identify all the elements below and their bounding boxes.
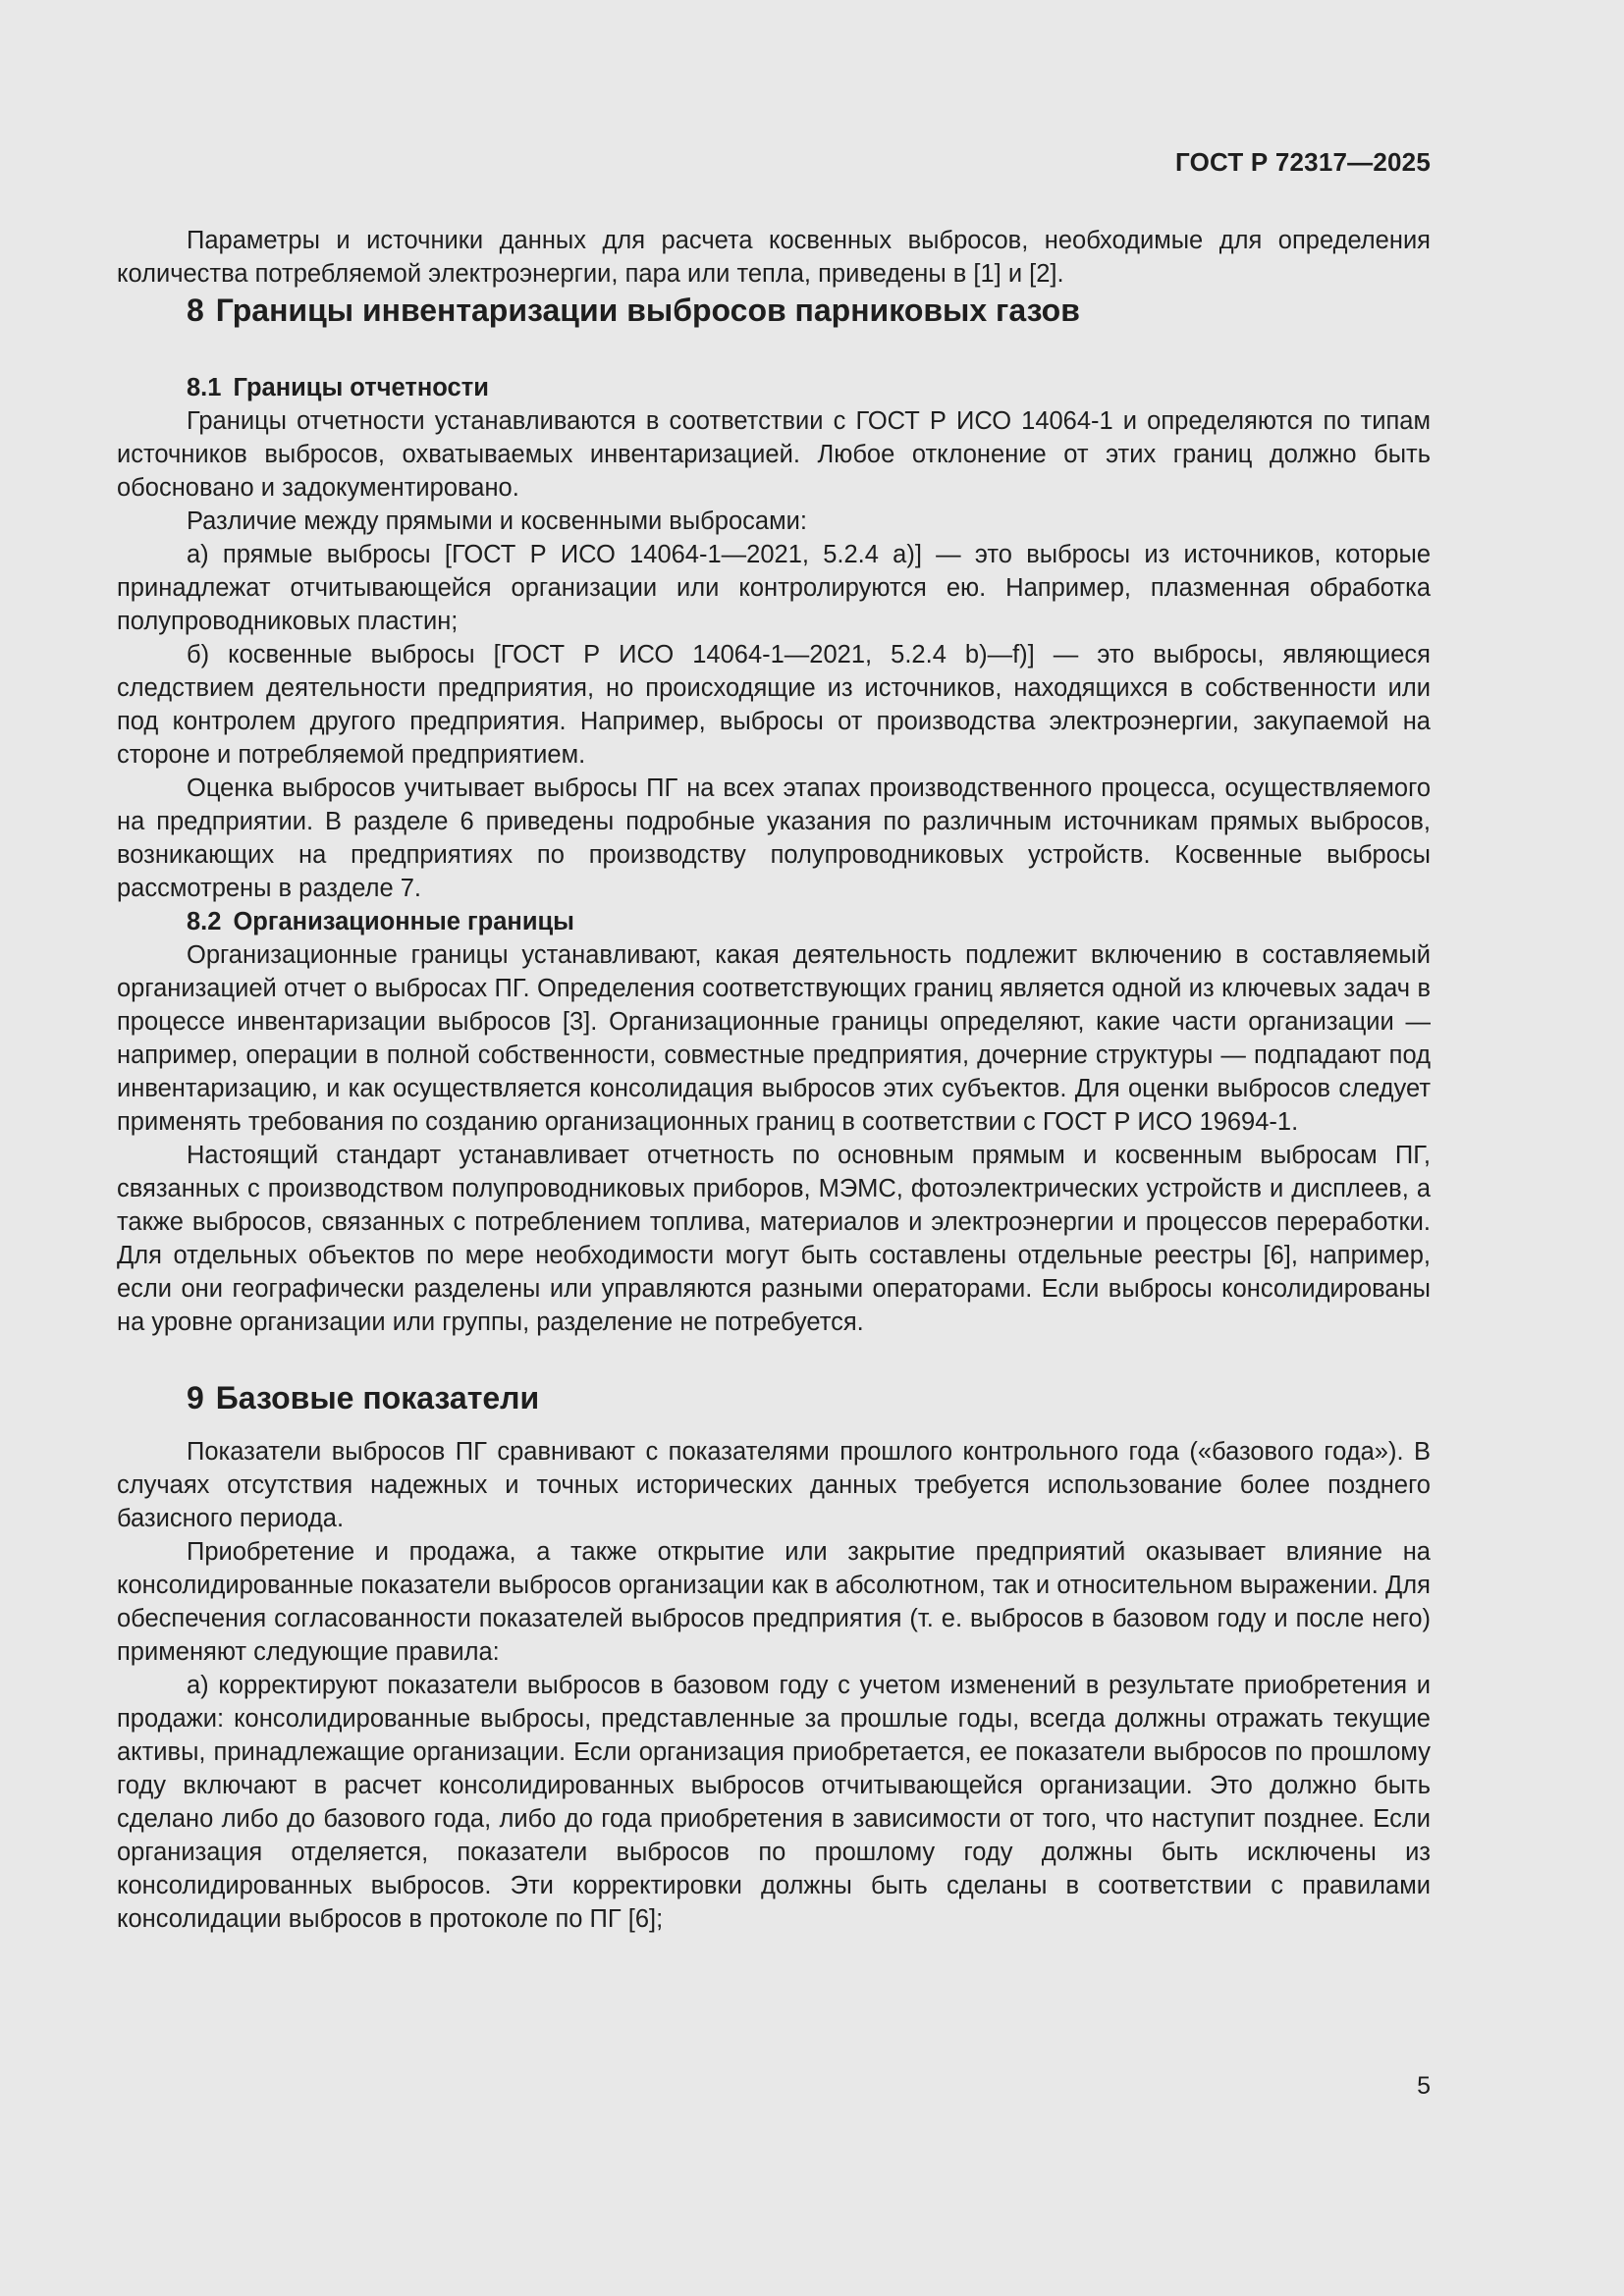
list-item: б) косвенные выбросы [ГОСТ Р ИСО 14064-1—2021, 5.2.4 b)—f)] — это выбросы, являющиеся следствием деятельности предприятия, но происходящие из источников, находящихся в собственности или под контролем другого предприятия. Например, выбросы от производства электроэнергии, закупаемой на стороне и потребляемой предприятием. bbox=[117, 641, 1431, 769]
intro-paragraph: Параметры и источники данных для расчета косвенных выбросов, необходимые для определения количества потребляемой электроэнергии, пара или тепла, приведены в [1] и [2]. bbox=[117, 227, 1431, 288]
document-code: ГОСТ Р 72317—2025 bbox=[1175, 147, 1431, 177]
section-9-title: Базовые показатели bbox=[215, 1380, 540, 1415]
paragraph: Организационные границы устанавливают, какая деятельность подлежит включению в составляемый организацией отчет о выбросах ПГ. Определения соответствующих границ является одной из ключевых задач в процессе инвентаризации выбросов [3]. Организационные границы определяют, какие части организации — например, операции в полной собственности, совместные предприятия, дочерние структуры — подпадают под инвентаризацию, и как осуществляется консолидация выбросов этих субъектов. Для оценки выбросов следует применять требования по созданию организационных границ в соответствии с ГОСТ Р ИСО 19694-1. bbox=[117, 941, 1431, 1136]
section-9-number: 9 bbox=[187, 1380, 204, 1415]
subsection-8-1-heading bbox=[117, 371, 1431, 404]
section-8-heading bbox=[117, 291, 1431, 330]
subsection-8-1-number: 8.1 bbox=[187, 374, 222, 401]
paragraph: Границы отчетности устанавливаются в соответствии с ГОСТ Р ИСО 14064-1 и определяются по типам источников выбросов, охватываемых инвентаризацией. Любое отклонение от этих границ должно быть обосновано и задокументировано. bbox=[117, 407, 1431, 502]
paragraph: Показатели выбросов ПГ сравнивают с показателями прошлого контрольного года («базового года»). В случаях отсутствия надежных и точных исторических данных требуется использование более позднего базисного периода. bbox=[117, 1438, 1431, 1532]
subsection-8-2-heading bbox=[117, 905, 1431, 938]
section-9-heading bbox=[117, 1378, 1431, 1417]
paragraph: Оценка выбросов учитывает выбросы ПГ на всех этапах производственного процесса, осуществляемого на предприятии. В разделе 6 приведены подробные указания по различным источникам прямых выбросов, возникающих на предприятиях по производству полупроводниковых устройств. Косвенные выбросы рассмотрены в разделе 7. bbox=[117, 774, 1431, 902]
section-8-number: 8 bbox=[187, 293, 204, 328]
paragraph: Приобретение и продажа, а также открытие или закрытие предприятий оказывает влияние на консолидированные показатели выбросов организации как в абсолютном, так и относительном выражении. Для обеспечения согласованности показателей выбросов предприятия (т. е. выбросов в базовом году и после него) применяют следующие правила: bbox=[117, 1538, 1431, 1666]
list-item: а) корректируют показатели выбросов в базовом году с учетом изменений в результате приобретения и продажи: консолидированные выбросы, представленные за прошлые годы, всегда должны отражать текущие активы, принадлежащие организации. Если организация приобретается, ее показатели выбросов по прошлому году включают в расчет консолидированных выбросов отчитывающейся организации. Это должно быть сделано либо до базового года, либо до года приобретения в зависимости от того, что наступит позднее. Если организация отделяется, показатели выбросов по прошлому году должны быть исключены из консолидированных выбросов. Эти корректировки должны быть сделаны в соответствии с правилами консолидации выбросов в протоколе по ПГ [6]; bbox=[117, 1672, 1431, 1933]
subsection-8-1-title: Границы отчетности bbox=[233, 374, 489, 401]
page-number: 5 bbox=[1417, 2072, 1431, 2100]
paragraph: Различие между прямыми и косвенными выбросами: bbox=[187, 507, 807, 535]
section-8-title: Границы инвентаризации выбросов парниковых газов bbox=[215, 293, 1080, 328]
subsection-8-2-number: 8.2 bbox=[187, 908, 222, 935]
paragraph: Настоящий стандарт устанавливает отчетность по основным прямым и косвенным выбросам ПГ, связанных с производством полупроводниковых приборов, МЭМС, фотоэлектрических устройств и дисплеев, а также выбросов, связанных с потреблением топлива, материалов и электроэнергии и процессов переработки. Для отдельных объектов по мере необходимости могут быть составлены отдельные реестры [6], например, если они географически разделены или управляются разными операторами. Если выбросы консолидированы на уровне организации или группы, разделение не потребуется. bbox=[117, 1142, 1431, 1336]
document-body bbox=[117, 224, 1431, 1936]
subsection-8-2-title: Организационные границы bbox=[233, 908, 574, 935]
list-item: а) прямые выбросы [ГОСТ Р ИСО 14064-1—2021, 5.2.4 а)] — это выбросы из источников, которые принадлежат отчитывающейся организации или контролируются ею. Например, плазменная обработка полупроводниковых пластин; bbox=[117, 541, 1431, 635]
